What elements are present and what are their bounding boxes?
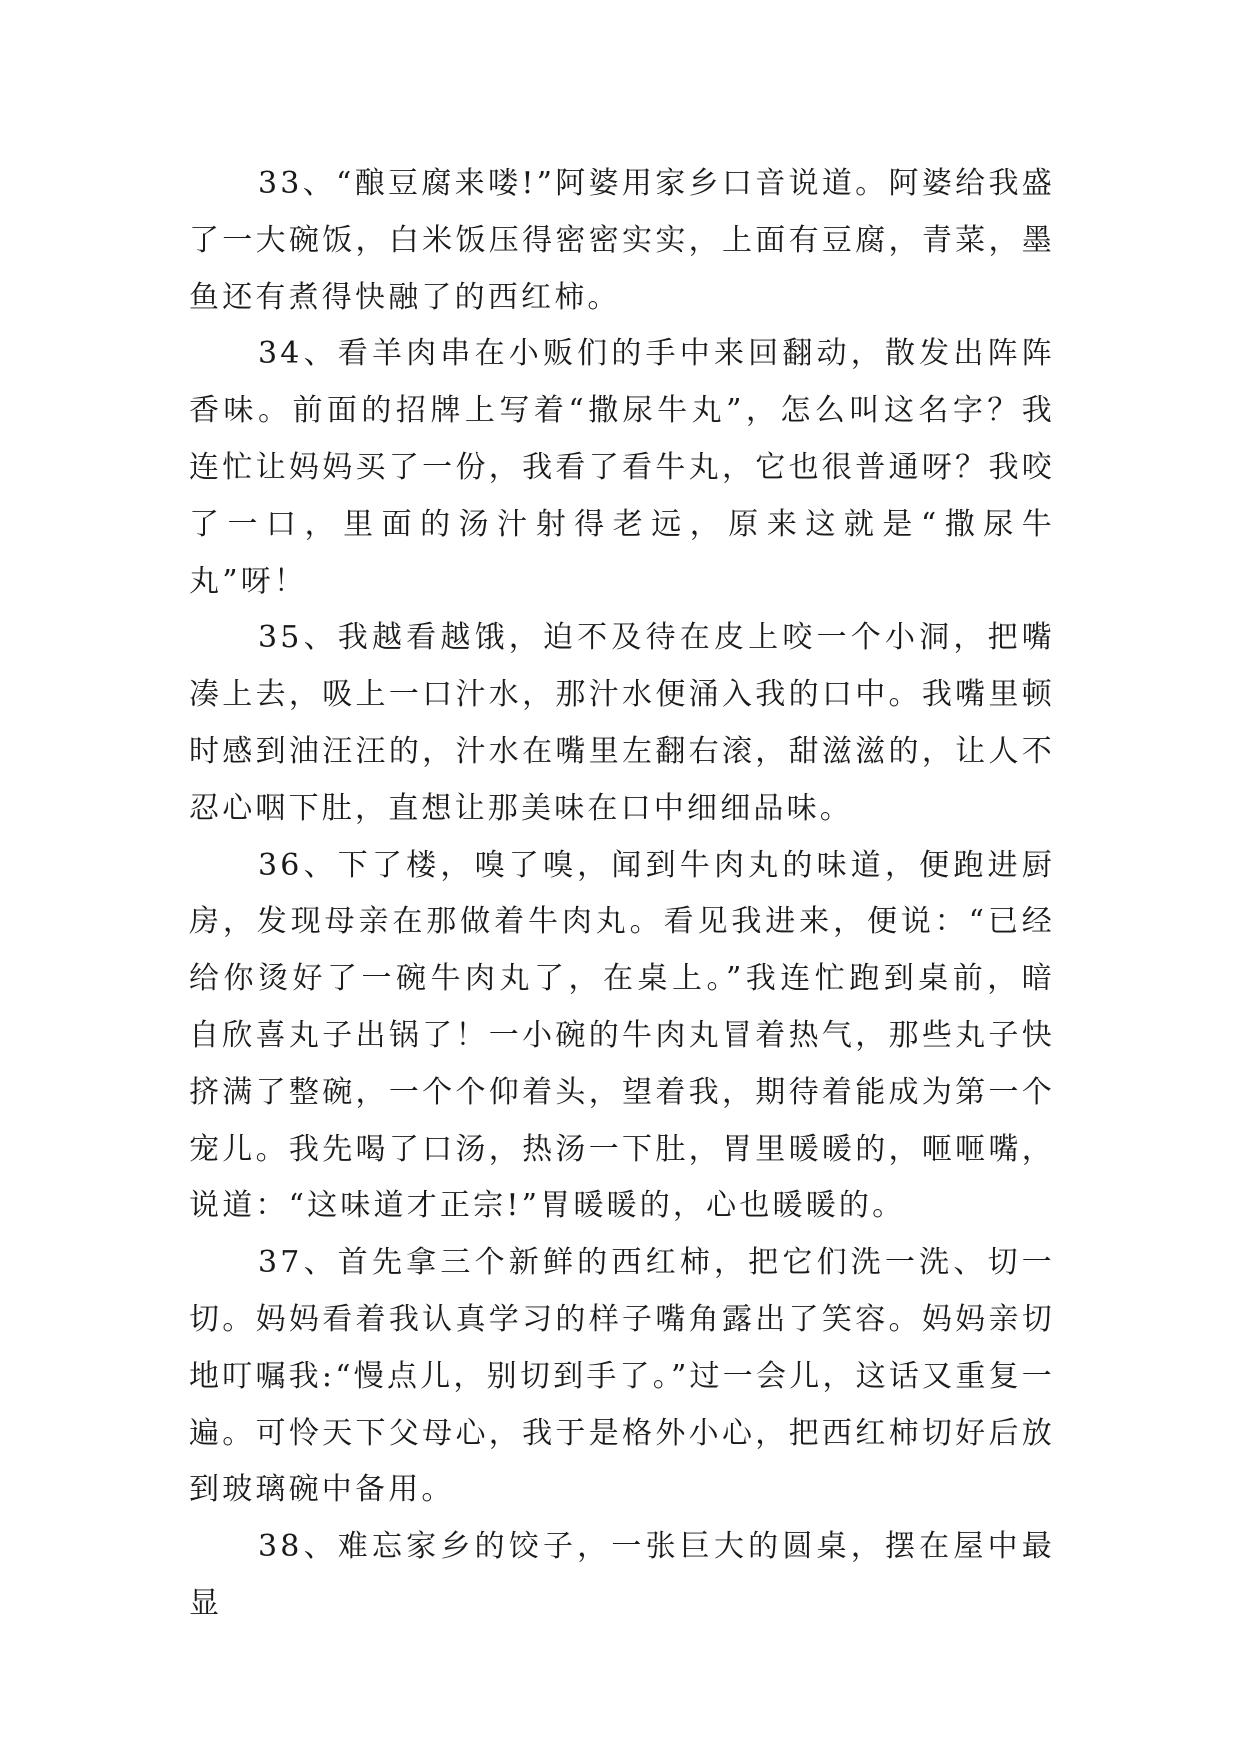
paragraph-34: 34、看羊肉串在小贩们的手中来回翻动，散发出阵阵香味。前面的招牌上写着“撒尿牛丸”，怎么叫这名字？我连忙让妈妈买了一份，我看了看牛丸，它也很普通呀？我咬了一口，里面的汤汁射得老远，原来这就是“撒尿牛丸”呀！ [189,336,1055,599]
paragraph-38: 38、难忘家乡的饺子，一张巨大的圆桌，摆在屋中最显 [189,1529,1055,1621]
paragraph-36: 36、下了楼，嗅了嗅，闻到牛肉丸的味道，便跑进厨房，发现母亲在那做着牛肉丸。看见我进来，便说：“已经给你烫好了一碗牛肉丸了，在桌上。”我连忙跑到桌前，暗自欣喜丸子出锅了！一小碗的牛肉丸冒着热气，那些丸子快挤满了整碗，一个个仰着头，望着我，期待着能成为第一个宠儿。我先喝了口汤，热汤一下肚，胃里暖暖的，咂咂嘴，说道：“这味道才正宗!”胃暖暖的，心也暖暖的。 [189,847,1055,1224]
document-page [189,156,1055,1633]
paragraph-35: 35、我越看越饿，迫不及待在皮上咬一个小洞，把嘴凑上去，吸上一口汁水，那汁水便涌入我的口中。我嘴里顿时感到油汪汪的，汁水在嘴里左翻右滚，甜滋滋的，让人不忍心咽下肚，直想让那美味在口中细细品味。 [189,620,1055,826]
paragraph-37: 37、首先拿三个新鲜的西红柿，把它们洗一洗、切一切。妈妈看着我认真学习的样子嘴角露出了笑容。妈妈亲切地叮嘱我:“慢点儿，别切到手了。”过一会儿，这话又重复一遍。可怜天下父母心，我于是格外小心，把西红柿切好后放到玻璃碗中备用。 [189,1245,1055,1508]
paragraph-33: 33、“酿豆腐来喽!”阿婆用家乡口音说道。阿婆给我盛了一大碗饭，白米饭压得密密实实，上面有豆腐，青菜，墨鱼还有煮得快融了的西红柿。 [189,166,1055,315]
